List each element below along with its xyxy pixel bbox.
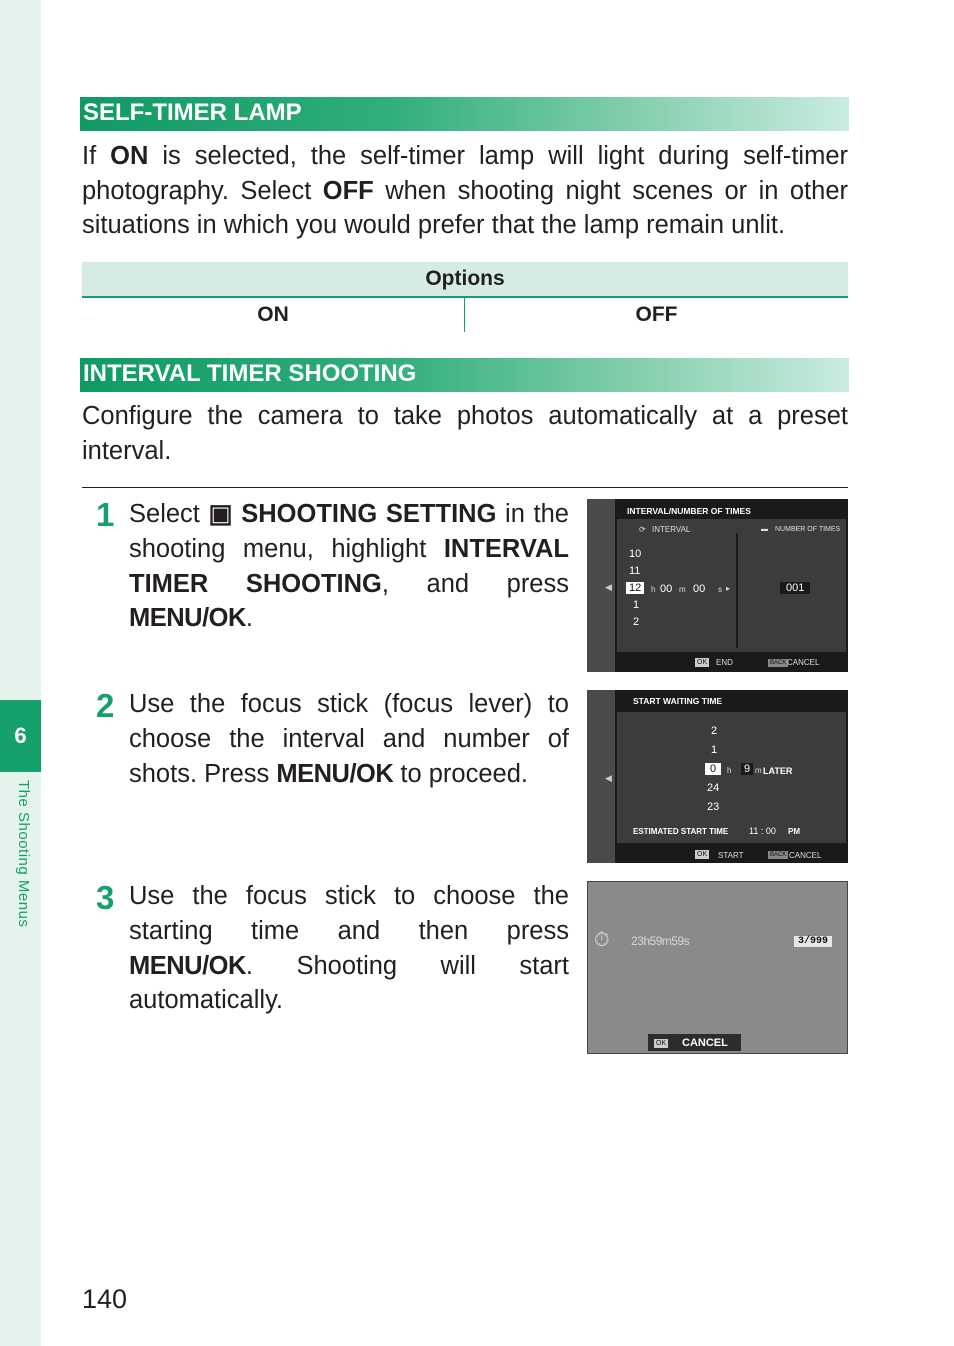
hour-option: 1 (711, 744, 718, 756)
bold-term: INTERVAL TIMER SHOOTING (129, 534, 569, 598)
start-label: START (718, 851, 744, 860)
interval-heading: INTERVAL TIMER SHOOTING (83, 360, 417, 387)
minute-value[interactable]: 9 (741, 763, 753, 775)
menu-ok-key: MENU/OK (129, 951, 246, 980)
text-run: Use the focus stick to choose the starting time and then press (129, 882, 569, 945)
hour-option: 24 (707, 782, 720, 794)
interval-label: INTERVAL (652, 525, 691, 534)
text-run: Select (129, 500, 209, 528)
cancel-label: CANCEL (682, 1037, 728, 1049)
menu-ok-key: MENU/OK (129, 604, 246, 633)
second-unit: s (718, 585, 722, 594)
camera-screen-start-time (587, 690, 848, 863)
step-1-number: 1 (96, 496, 115, 533)
screen-title: INTERVAL/NUMBER OF TIMES (627, 506, 751, 516)
chapter-label: The Shooting Menus (15, 780, 32, 928)
screen-panel (617, 712, 846, 843)
shots-icon: ▬ (761, 526, 768, 533)
shot-count[interactable]: 001 (780, 582, 810, 594)
interval-intro: Configure the camera to take photos automatically at a preset interval. (82, 402, 848, 465)
chapter-tab: 6 (0, 700, 41, 772)
second-value[interactable]: 00 (693, 583, 706, 595)
hour-option: 11 (629, 565, 641, 577)
options-table (82, 262, 848, 332)
estimated-ampm: PM (788, 827, 800, 836)
step-3-text (129, 879, 569, 1018)
bold-term: ON (110, 142, 149, 170)
right-arrow-icon: ▸ (726, 584, 731, 593)
camera-screen-countdown (587, 881, 848, 1054)
step-3-number: 3 (96, 879, 115, 916)
frame-counter: 3/999 (794, 936, 832, 947)
text-run: to proceed. (393, 759, 528, 788)
option-on: ON (257, 303, 289, 326)
estimated-time: 11 : 00 (749, 826, 776, 836)
text-run: in the shooting menu, highlight (129, 500, 569, 563)
back-icon: BACK (770, 660, 787, 666)
step-1-text (129, 497, 569, 636)
step-2-number: 2 (96, 687, 115, 724)
minute-unit: m (755, 766, 762, 775)
self-timer-heading: SELF-TIMER LAMP (83, 99, 302, 126)
option-off: OFF (635, 303, 678, 326)
left-arrow-icon: ◀ (605, 773, 612, 783)
self-timer-icon: ⏱ (594, 929, 610, 951)
minute-value[interactable]: 00 (660, 583, 673, 595)
end-label: END (716, 658, 733, 667)
later-label: LATER (763, 766, 793, 776)
hour-option: 1 (633, 599, 640, 611)
hour-option: 2 (633, 616, 640, 628)
text-run: Use the focus stick (focus lever) to choose the interval and number of shots. Press (129, 690, 569, 788)
countdown: 23h59m59s (631, 934, 690, 948)
estimated-label: ESTIMATED START TIME (633, 827, 729, 836)
hour-selected[interactable]: 0 (705, 763, 721, 775)
page-number: 140 (82, 1284, 128, 1314)
camera-screen-interval (587, 499, 848, 672)
ok-icon: OK (656, 1040, 667, 1047)
hour-option: 10 (629, 548, 642, 560)
hour-unit: h (651, 585, 656, 594)
text-run: is selected, the self-timer lamp will light during self-timer photography. Select (82, 142, 848, 205)
text-run: . (245, 604, 254, 633)
number-label: NUMBER OF TIMES (775, 526, 841, 533)
hour-unit: h (727, 766, 732, 775)
text-run: when shooting night scenes or in other situations in which you would prefer that the lamp remain unlit. (82, 176, 848, 239)
text-run: . Shooting will start automatically. (129, 951, 569, 1015)
ok-icon: OK (697, 851, 708, 858)
column-divider (736, 533, 738, 648)
menu-ok-key: MENU/OK (276, 759, 394, 788)
left-arrow-icon: ◀ (605, 582, 612, 592)
cancel-label: CANCEL (787, 658, 820, 667)
hour-option: 23 (707, 801, 720, 813)
ok-icon: OK (697, 659, 708, 666)
back-icon: BACK (770, 852, 787, 858)
options-header: Options (82, 262, 848, 298)
section-rule (82, 487, 848, 488)
cancel-label: CANCEL (789, 851, 822, 860)
hour-option: 2 (711, 725, 718, 737)
hour-selected[interactable]: 12 (626, 582, 644, 594)
self-timer-heading-bar (80, 97, 849, 131)
bold-term: OFF (322, 176, 374, 205)
side-strip (0, 0, 41, 1346)
interval-icon: ⟳ (639, 525, 646, 534)
bold-term: ▣ SHOOTING SETTING (208, 500, 497, 528)
self-timer-body (82, 139, 848, 243)
screen-title: START WAITING TIME (633, 696, 723, 706)
minute-unit: m (679, 585, 686, 594)
step-2-text (129, 687, 569, 791)
text-run: , and press (381, 569, 569, 598)
interval-heading-bar (80, 358, 849, 392)
text-run: If (82, 142, 111, 170)
